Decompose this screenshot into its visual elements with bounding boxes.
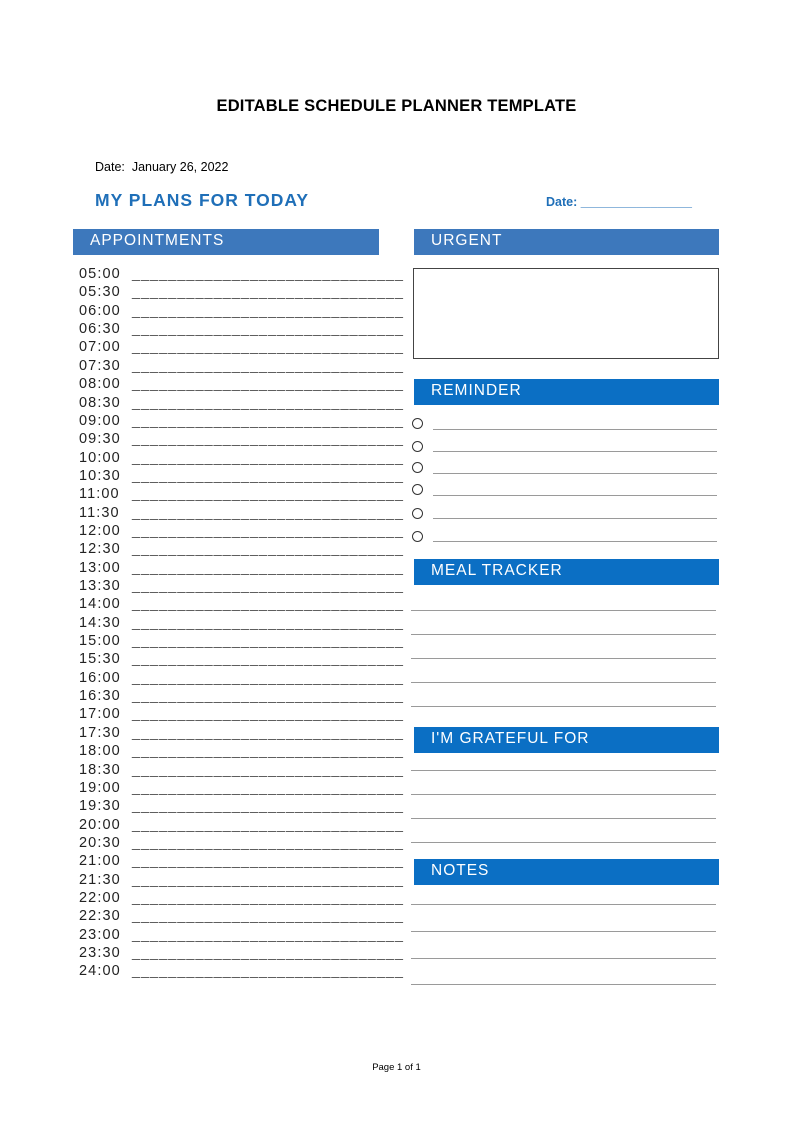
reminder-line[interactable] (433, 518, 717, 519)
grateful-line[interactable] (411, 794, 716, 795)
appointment-slot[interactable] (79, 927, 404, 945)
slot-line[interactable]: ______________________________ (132, 449, 404, 466)
slot-time: 08:00 (79, 376, 121, 393)
reminder-checkbox-icon[interactable] (412, 508, 423, 519)
slot-line[interactable]: ______________________________ (132, 724, 404, 741)
slot-time: 16:30 (79, 688, 121, 704)
slot-line[interactable]: ______________________________ (132, 302, 404, 319)
slot-line[interactable]: ______________________________ (132, 963, 404, 980)
meal-line[interactable] (411, 658, 716, 659)
slot-line[interactable]: ______________________________ (132, 541, 404, 558)
urgent-header: URGENT (414, 229, 719, 255)
meal-tracker-header: MEAL TRACKER (414, 559, 719, 585)
urgent-box[interactable] (413, 268, 719, 359)
reminder-checkbox-icon[interactable] (412, 418, 423, 429)
meal-line[interactable] (411, 706, 716, 707)
appointment-slot[interactable] (79, 578, 404, 596)
slot-line[interactable]: ______________________________ (132, 321, 404, 338)
slot-time: 13:30 (79, 578, 121, 594)
slot-time: 11:00 (79, 486, 120, 503)
slot-line[interactable]: ______________________________ (132, 669, 404, 686)
date-field[interactable]: Date: ________________ (546, 195, 692, 209)
slot-line[interactable]: ______________________________ (132, 908, 404, 925)
slot-time: 14:00 (79, 596, 121, 613)
slot-time: 19:00 (79, 779, 121, 796)
slot-time: 18:30 (79, 761, 121, 778)
appointment-slot[interactable] (79, 596, 404, 614)
appointment-slot[interactable] (79, 798, 404, 816)
slot-time: 07:00 (79, 339, 121, 356)
slot-line[interactable]: ______________________________ (132, 504, 404, 521)
slot-line[interactable]: ______________________________ (132, 467, 404, 484)
grateful-line[interactable] (411, 842, 716, 843)
slot-time: 13:00 (79, 559, 121, 576)
appointment-slot[interactable] (79, 376, 404, 394)
slot-time: 11:30 (79, 504, 120, 521)
slot-line[interactable]: ______________________________ (132, 945, 404, 961)
slot-time: 09:00 (79, 412, 121, 429)
slot-time: 20:00 (79, 816, 121, 833)
appointment-slot[interactable] (79, 339, 404, 357)
slot-line[interactable]: ______________________________ (132, 798, 404, 815)
appointment-slot[interactable] (79, 431, 404, 449)
slot-line[interactable]: ______________________________ (132, 266, 404, 282)
slot-time: 15:30 (79, 651, 121, 668)
notes-line[interactable] (411, 931, 716, 932)
slot-line[interactable]: ______________________________ (132, 284, 404, 301)
slot-time: 16:00 (79, 669, 121, 686)
appointment-slot[interactable] (79, 321, 404, 339)
slot-line[interactable]: ______________________________ (132, 357, 404, 374)
slot-time: 08:30 (79, 394, 121, 411)
slot-line[interactable]: ______________________________ (132, 779, 404, 796)
date-line: Date: January 26, 2022 (95, 160, 229, 174)
slot-time: 12:30 (79, 541, 121, 558)
slot-line[interactable]: ______________________________ (132, 431, 404, 448)
slot-line[interactable]: ______________________________ (132, 412, 404, 429)
slot-line[interactable]: ______________________________ (132, 486, 404, 503)
slot-time: 06:30 (79, 321, 121, 338)
slot-line[interactable]: ______________________________ (132, 651, 404, 668)
slot-time: 17:30 (79, 724, 121, 741)
slot-line[interactable]: ______________________________ (132, 706, 404, 723)
appointment-slot[interactable] (79, 963, 404, 981)
appointment-slot[interactable] (79, 505, 404, 523)
slot-line[interactable]: ______________________________ (132, 688, 404, 704)
slot-time: 18:00 (79, 743, 121, 760)
slot-line[interactable]: ______________________________ (132, 339, 404, 356)
appointment-slot[interactable] (79, 615, 404, 633)
slot-time: 10:00 (79, 449, 121, 466)
slot-time: 14:30 (79, 614, 121, 631)
grateful-line[interactable] (411, 818, 716, 819)
slot-time: 05:00 (79, 266, 121, 282)
slot-line[interactable]: ______________________________ (132, 394, 404, 411)
reminder-line[interactable] (433, 541, 717, 542)
reminder-checkbox-icon[interactable] (412, 462, 423, 473)
page-number: Page 1 of 1 (372, 1062, 421, 1073)
slot-time: 19:30 (79, 798, 121, 815)
appointment-slot[interactable] (79, 486, 404, 504)
slot-line[interactable]: ______________________________ (132, 633, 404, 649)
appointment-slot[interactable] (79, 835, 404, 853)
reminder-line[interactable] (433, 473, 717, 474)
slot-time: 15:00 (79, 633, 121, 649)
appointment-slot[interactable] (79, 743, 404, 761)
grateful-line[interactable] (411, 770, 716, 771)
slot-line[interactable]: ______________________________ (132, 889, 404, 906)
appointment-slot[interactable] (79, 560, 404, 578)
reminder-checkbox-icon[interactable] (412, 531, 423, 542)
slot-time: 24:00 (79, 963, 121, 980)
appointment-slot[interactable] (79, 780, 404, 798)
appointment-slot[interactable] (79, 872, 404, 890)
slot-time: 23:30 (79, 945, 121, 961)
appointment-slot[interactable] (79, 762, 404, 780)
reminder-header: REMINDER (414, 379, 719, 405)
slot-time: 17:00 (79, 706, 121, 723)
appointment-slot[interactable] (79, 706, 404, 724)
reminder-checkbox-icon[interactable] (412, 484, 423, 495)
slot-line[interactable]: ______________________________ (132, 376, 404, 393)
reminder-line[interactable] (433, 495, 717, 496)
appointment-slot[interactable] (79, 890, 404, 908)
appointment-slot[interactable] (79, 284, 404, 302)
appointment-slot[interactable] (79, 725, 404, 743)
appointment-slot[interactable] (79, 688, 404, 706)
meal-line[interactable] (411, 634, 716, 635)
slot-time: 22:30 (79, 908, 121, 925)
slot-line[interactable]: ______________________________ (132, 578, 404, 594)
slot-time: 12:00 (79, 522, 121, 539)
appointment-slot[interactable] (79, 817, 404, 835)
slot-time: 20:30 (79, 834, 121, 851)
slot-line[interactable]: ______________________________ (132, 761, 404, 778)
appointment-slot[interactable] (79, 303, 404, 321)
slot-time: 09:30 (79, 431, 121, 448)
reminder-line[interactable] (433, 429, 717, 430)
reminder-line[interactable] (433, 451, 717, 452)
slot-line[interactable]: ______________________________ (132, 522, 404, 539)
slot-line[interactable]: ______________________________ (132, 926, 404, 943)
meal-line[interactable] (411, 610, 716, 611)
appointments-header: APPOINTMENTS (73, 229, 379, 255)
slot-line[interactable]: ______________________________ (132, 816, 404, 833)
appointment-slot[interactable] (79, 468, 404, 486)
grateful-header: I'M GRATEFUL FOR (414, 727, 719, 753)
meal-line[interactable] (411, 682, 716, 683)
notes-line[interactable] (411, 904, 716, 905)
appointment-slot[interactable] (79, 523, 404, 541)
slot-line[interactable]: ______________________________ (132, 871, 404, 888)
slot-line[interactable]: ______________________________ (132, 853, 404, 870)
appointment-slot[interactable] (79, 633, 404, 651)
slot-line[interactable]: ______________________________ (132, 743, 404, 760)
slot-time: 23:00 (79, 926, 121, 943)
slot-time: 22:00 (79, 889, 121, 906)
appointment-slot[interactable] (79, 358, 404, 376)
slot-line[interactable]: ______________________________ (132, 559, 404, 576)
appointment-slot[interactable] (79, 450, 404, 468)
slot-time: 21:00 (79, 853, 121, 870)
appointment-slot[interactable] (79, 541, 404, 559)
slot-line[interactable]: ______________________________ (132, 834, 404, 851)
slot-time: 07:30 (79, 357, 121, 374)
appointment-slot[interactable] (79, 266, 404, 284)
slot-time: 10:30 (79, 467, 121, 484)
appointment-slot[interactable] (79, 413, 404, 431)
slot-time: 05:30 (79, 284, 121, 301)
appointment-slot[interactable] (79, 853, 404, 871)
notes-line[interactable] (411, 984, 716, 985)
reminder-checkbox-icon[interactable] (412, 441, 423, 452)
appointment-slot[interactable] (79, 945, 404, 963)
document-title: EDITABLE SCHEDULE PLANNER TEMPLATE (216, 97, 577, 115)
slot-line[interactable]: ______________________________ (132, 596, 404, 613)
slot-line[interactable]: ______________________________ (132, 614, 404, 631)
plans-title: MY PLANS FOR TODAY (95, 190, 310, 210)
appointment-slot[interactable] (79, 395, 404, 413)
notes-line[interactable] (411, 958, 716, 959)
slot-time: 06:00 (79, 302, 121, 319)
appointment-slot[interactable] (79, 670, 404, 688)
appointment-slot[interactable] (79, 651, 404, 669)
appointment-slot[interactable] (79, 908, 404, 926)
notes-header: NOTES (414, 859, 719, 885)
slot-time: 21:30 (79, 871, 121, 888)
